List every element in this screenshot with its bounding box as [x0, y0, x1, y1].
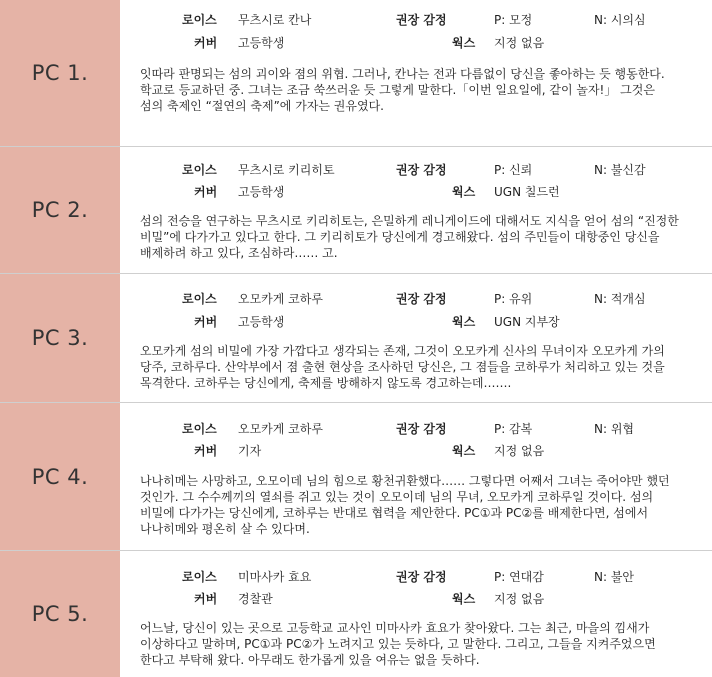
pc-cell: [0, 551, 120, 677]
pc-content: [120, 551, 712, 677]
pc-content: [120, 403, 712, 550]
lois-label: 로이스: [182, 570, 217, 584]
pc-row-5: [0, 551, 712, 677]
pc-cell: [0, 0, 120, 146]
cover-value: 고등학생: [238, 36, 285, 50]
emotion-label: 권장 감정: [396, 13, 447, 27]
emotion-positive: P: 감복: [494, 422, 533, 436]
pc-cell: [0, 403, 120, 550]
works-value: 지정 없음: [494, 592, 545, 606]
works-label: 웍스: [452, 36, 476, 50]
emotion-positive: P: 신뢰: [494, 163, 533, 177]
lois-value: 오모카게 코하루: [238, 422, 323, 436]
pc-row-4: [0, 403, 712, 551]
emotion-negative: N: 위협: [594, 422, 635, 436]
pc-description: 어느날, 당신이 있는 곳으로 고등학교 교사인 미마사카 효요가 찾아왔다. 그는 최근, 마을의 낌새가 이상하다고 말하며, PC①과 PC②가 노려지고 있는 듯하다, 고 말한다. 그리고, 그들을 지켜주었으면 한다고 부탁해 왔다. 아무래도 한가롭게 있을 여유는 없을 듯하다.: [140, 621, 656, 667]
pc-cell: [0, 274, 120, 402]
works-label: 웍스: [452, 185, 476, 199]
cover-value: 경찰관: [238, 592, 273, 606]
emotion-positive: P: 유위: [494, 292, 533, 306]
pc-row-3: [0, 274, 712, 403]
lois-value: 미마사카 효요: [238, 570, 312, 584]
pc-cell: [0, 147, 120, 273]
cover-value: 고등학생: [238, 315, 285, 329]
pc-description: 섬의 전승을 연구하는 무츠시로 키리히토는, 은밀하게 레니게이드에 대해서도 지식을 얻어 섬의 “진정한 비밀”에 다가가고 있다고 한다. 그 키리히토가 당신에게 경고해왔다. 섬의 주민들이 대항중인 당신을 배제하려 하고 있다, 조심하라…… 고.: [140, 214, 679, 260]
emotion-positive: P: 연대감: [494, 570, 544, 584]
emotion-negative: N: 적개심: [594, 292, 646, 306]
lois-value: 무츠시로 키리히토: [238, 163, 335, 177]
lois-label: 로이스: [182, 422, 217, 436]
pc-label: PC 1.: [31, 61, 89, 85]
works-value: UGN 지부장: [494, 315, 560, 329]
works-value: 지정 없음: [494, 444, 545, 458]
emotion-label: 권장 감정: [396, 292, 447, 306]
works-label: 웍스: [452, 444, 476, 458]
cover-label: 커버: [194, 185, 218, 199]
cover-label: 커버: [194, 315, 218, 329]
emotion-label: 권장 감정: [396, 163, 447, 177]
emotion-negative: N: 불안: [594, 570, 635, 584]
pc-label: PC 5.: [31, 602, 89, 626]
emotion-negative: N: 시의심: [594, 13, 646, 27]
pc-content: [120, 0, 712, 146]
cover-label: 커버: [194, 444, 218, 458]
pc-label: PC 2.: [31, 198, 89, 222]
pc-description: 오모카게 섬의 비밀에 가장 가깝다고 생각되는 존재, 그것이 오모카게 신사의 무녀이자 오모카게 가의 당주, 코하루다. 산악부에서 졈 출현 현상을 조사하던 당신은, 그 졈들을 코하루가 처리하고 있는 것을 목격한다. 코하루는 당신에게, 축제를 방해하지 않도록 경고하는데…….: [140, 344, 665, 390]
works-value: 지정 없음: [494, 36, 545, 50]
pc-content: [120, 147, 712, 273]
cover-label: 커버: [194, 36, 218, 50]
lois-label: 로이스: [182, 13, 217, 27]
cover-value: 고등학생: [238, 185, 285, 199]
pc-content: [120, 274, 712, 402]
pc-label: PC 3.: [31, 326, 89, 350]
pc-description: 잇따라 판명되는 섬의 괴이와 졈의 위협. 그러나, 칸나는 전과 다름없이 당신을 좋아하는 듯 행동한다. 학교로 등교하던 중. 그녀는 조금 쑥쓰러운 듯 그렇게 말한다.「이번 일요일에, 같이 놀자!」 그것은 섬의 축제인 “절연의 축제”에 가자는 권유였다.: [140, 67, 665, 113]
pc-label: PC 4.: [31, 464, 89, 489]
works-label: 웍스: [452, 315, 476, 329]
emotion-label: 권장 감정: [396, 422, 447, 436]
lois-label: 로이스: [182, 163, 217, 177]
cover-label: 커버: [194, 592, 218, 606]
lois-value: 오모카게 코하루: [238, 292, 323, 306]
works-value: UGN 칠드런: [494, 185, 560, 199]
pc-row-1: [0, 0, 712, 147]
cover-value: 기자: [238, 444, 262, 458]
emotion-positive: P: 모정: [494, 13, 533, 27]
works-label: 웍스: [452, 592, 476, 606]
lois-value: 무츠시로 칸나: [238, 13, 312, 27]
emotion-negative: N: 불신감: [594, 163, 646, 177]
pc-row-2: [0, 147, 712, 274]
lois-label: 로이스: [182, 292, 217, 306]
emotion-label: 권장 감정: [396, 570, 447, 584]
pc-description: 나나히메는 사망하고, 오모이데 님의 힘으로 황천귀환했다…… 그렇다면 어째서 그녀는 죽어야만 했던 것인가. 그 수수께끼의 열쇠를 쥐고 있는 것이 오모이데 님의 무녀, 오모카게 코하루일 것이다. 섬의 비밀에 다가가는 당신에게, 코하루는 반대로 협력을 제안한다. PC①과 PC②를 배제한다면, 섬에서 나나히메와 평온히 살 수 있다며.: [140, 474, 670, 536]
